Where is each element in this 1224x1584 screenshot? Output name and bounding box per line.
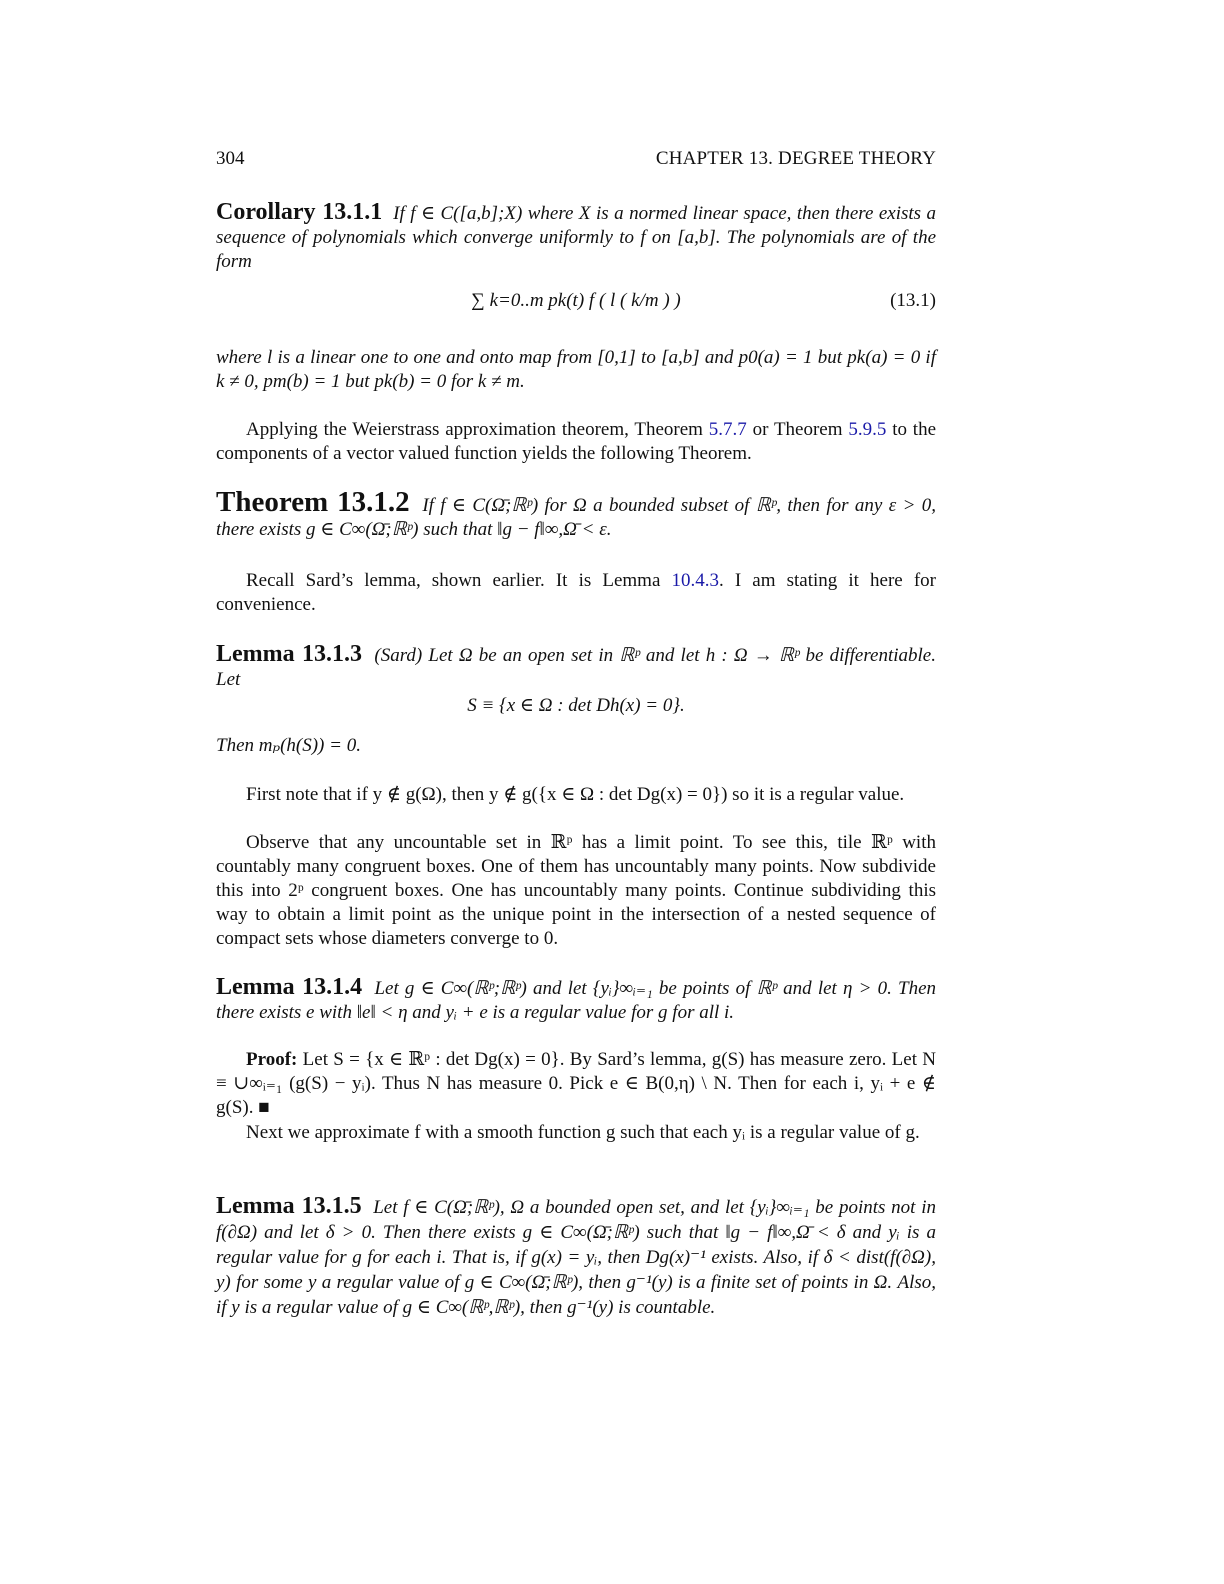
theorem-heading: Theorem 13.1.2 [216,486,410,518]
page-number: 304 [216,148,245,169]
equation-number: (13.1) [890,290,936,311]
para2-text-a: Recall Sard’s lemma, shown earlier. It is Lemma [246,570,672,591]
theorem-statement: If f ∈ C(Ω̄;ℝᵖ) for Ω a bounded subset of ℝᵖ, then for any ε > 0, there exists g ∈ C∞(Ω̄;ℝᵖ) such that ‖g − f‖∞,Ω̄ < ε. [216,495,936,540]
equation-body: ∑ k=0..m pk(t) f ( l ( k/m ) ) [471,290,681,311]
lemma-13-1-3-heading: Lemma 13.1.3 [216,641,363,667]
paragraph-weierstrass [216,418,936,466]
paragraph-approximate: Next we approximate f with a smooth function g such that each yᵢ is a regular value of g. [246,1122,920,1143]
lemma-13-1-5-heading: Lemma 13.1.5 [216,1193,362,1219]
link-theorem-5-7-7[interactable]: 5.7.7 [708,419,747,440]
corollary-heading: Corollary 13.1.1 [216,199,383,225]
display-equation-13-1 [216,290,936,312]
qed-symbol: ■ [258,1097,270,1118]
lemma-13-1-4-heading: Lemma 13.1.4 [216,974,363,1000]
para1-text-b: or Theorem [746,419,849,440]
lemma-13-1-4-statement: Let g ∈ C∞(ℝᵖ;ℝᵖ) and let {yᵢ}∞ᵢ₌₁ be points of ℝᵖ and let η > 0. Then there exists e with ‖e‖ < η and yᵢ + e is a regular value for g for all i. [216,978,937,1023]
para2-text-b: . I am stating it here for convenience. [216,570,937,615]
sard-set-equation: S ≡ {x ∈ Ω : det Dh(x) = 0}. [467,695,685,716]
paragraph-recall-sard [216,569,936,617]
paragraph-regular-value: First note that if y ∉ g(Ω), then y ∉ g({x ∈ Ω : det Dg(x) = 0}) so it is a regular value. [246,784,905,805]
theorem-block [216,486,936,542]
paragraph-limit-point: Observe that any uncountable set in ℝᵖ has a limit point. To see this, tile ℝᵖ with countably many congruent boxes. One of them has uncountably many points. Now subdivide this into 2ᵖ congruent boxes. One has uncountably many points. Continue subdividing this way to obtain a limit point as the unique point in the intersection of a nested sequence of compact sets whose diameters converge to 0. [216,832,936,949]
lemma-13-1-4-block [216,975,936,1025]
lemma-sard-block [216,642,936,692]
lemma-13-1-5-statement: Let f ∈ C(Ω̄;ℝᵖ), Ω a bounded open set, and let {yᵢ}∞ᵢ₌₁ be points not in f(∂Ω) and let δ > 0. Then there exists g ∈ C∞(Ω̄;ℝᵖ) such that ‖g − f‖∞,Ω̄ < δ and yᵢ is a regular value for g for each i. That is, if g(x) = yᵢ, then Dg(x)⁻¹ exists. Also, if δ < dist(f(∂Ω), y) for some y a regular value of g ∈ C∞(Ω̄;ℝᵖ), then g⁻¹(y) is a finite set of points in Ω. Also, if y is a regular value of g ∈ C∞(ℝᵖ,ℝᵖ), then g⁻¹(y) is countable. [216,1197,936,1318]
para1-text-a: Applying the Weierstrass approximation theorem, Theorem [246,419,709,440]
lemma-13-1-3-statement: (Sard) Let Ω be an open set in ℝᵖ and let h : Ω → ℝᵖ be differentiable. Let [216,645,936,690]
link-theorem-5-9-5[interactable]: 5.9.5 [848,419,887,440]
lemma-13-1-5-block [216,1194,936,1320]
corollary-block [216,200,936,274]
proof-label: Proof: [246,1049,298,1070]
proof-text: Let S = {x ∈ ℝᵖ : det Dg(x) = 0}. By Sard’s lemma, g(S) has measure zero. Let N ≡ ∪∞ᵢ₌₁ (g(S) − yᵢ). Thus N has measure 0. Pick e ∈ B(0,η) \ N. Then for each i, yᵢ + e ∉ g(S). [216,1049,937,1118]
proof-block [216,1048,936,1120]
link-lemma-10-4-3[interactable]: 10.4.3 [671,570,719,591]
corollary-statement: If f ∈ C([a,b];X) where X is a normed linear space, then there exists a sequence of polynomials which converge uniformly to f on [a,b]. The polynomials are of the form [216,203,936,272]
para1-text-c: to the components of a vector valued function yields the following Theorem. [216,419,937,464]
lemma-13-1-3-conclusion: Then mₚ(h(S)) = 0. [216,735,361,756]
chapter-title: CHAPTER 13. DEGREE THEORY [655,148,936,169]
corollary-continuation: where l is a linear one to one and onto map from [0,1] to [a,b] and p0(a) = 1 but pk(a) = 0 if k ≠ 0, pm(b) = 1 but pk(b) = 0 for k ≠ m. [216,347,936,392]
